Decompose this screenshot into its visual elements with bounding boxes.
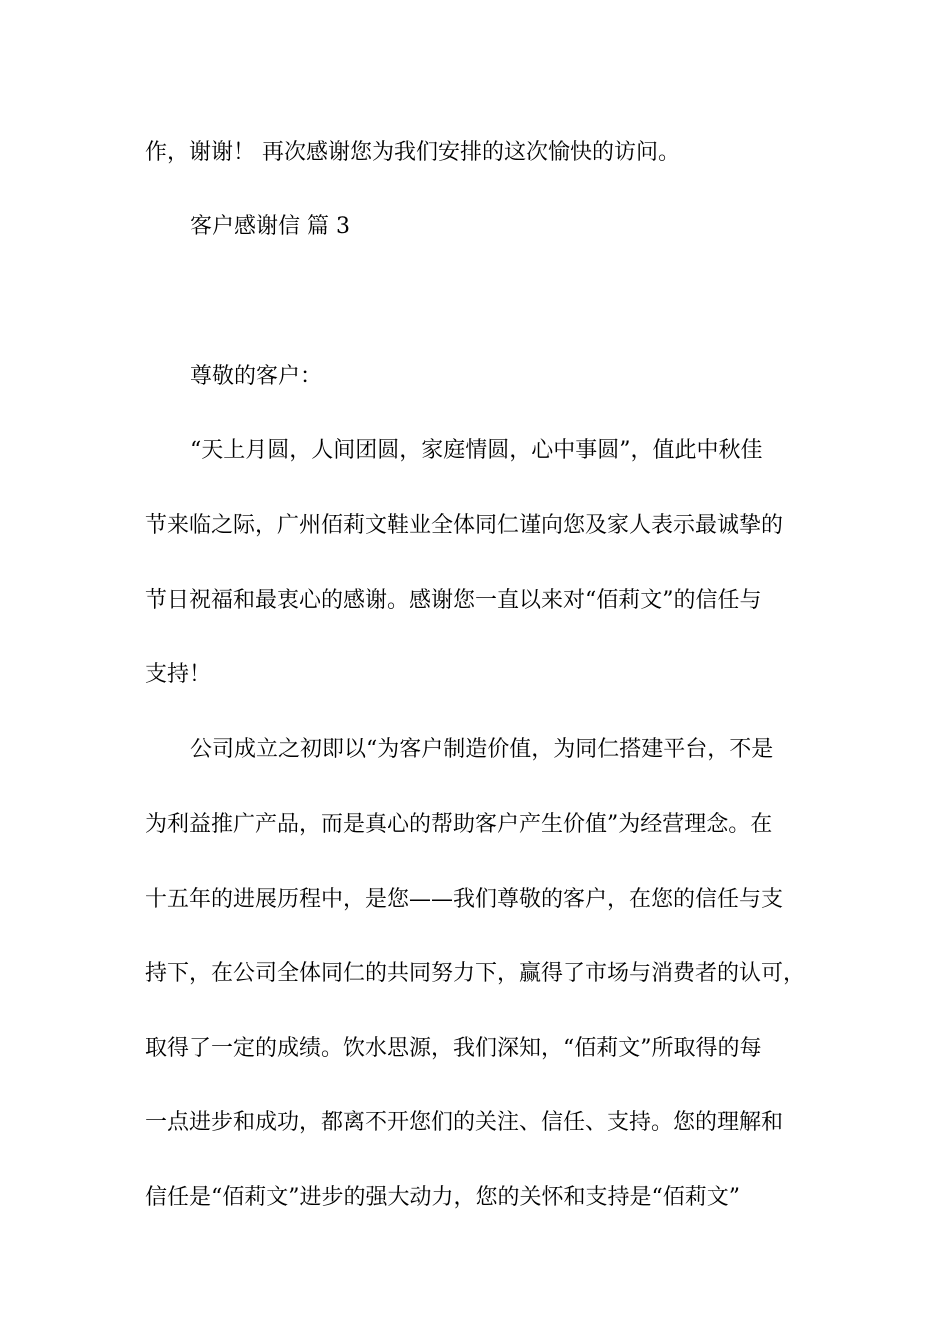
salutation: 尊敬的客户： [190, 364, 323, 389]
paragraph-1-line-2: 节来临之际，广州佰莉文鞋业全体同仁谨向您及家人表示最诚挚的 [145, 513, 784, 538]
paragraph-2-line-1: 公司成立之初即以“为客户制造价值，为同仁搭建平台，不是 [190, 737, 774, 762]
paragraph-2-line-2: 为利益推广产品，而是真心的帮助客户产生价值”为经营理念。在 [145, 812, 773, 837]
paragraph-2-line-7: 信任是“佰莉文”进步的强大动力，您的关怀和支持是“佰莉文” [145, 1185, 740, 1210]
paragraph-2-line-3: 十五年的进展历程中，是您——我们尊敬的客户，在您的信任与支 [145, 887, 784, 912]
paragraph-2-line-6: 一点进步和成功，都离不开您们的关注、信任、支持。您的理解和 [145, 1110, 784, 1135]
paragraph-1-line-4: 支持！ [145, 662, 212, 687]
paragraph-1-line-3: 节日祝福和最衷心的感谢。感谢您一直以来对“佰莉文”的信任与 [145, 588, 762, 613]
section-heading: 客户感谢信 篇 3 [190, 214, 350, 239]
paragraph-2-line-5: 取得了一定的成绩。饮水思源，我们深知，“佰莉文”所取得的每 [145, 1036, 762, 1061]
paragraph-2-line-4: 持下，在公司全体同仁的共同努力下，赢得了市场与消费者的认可， [145, 961, 806, 986]
closing-line: 作，谢谢！ 再次感谢您为我们安排的这次愉快的访问。 [145, 140, 680, 165]
paragraph-1-line-1: “天上月圆，人间团圆，家庭情圆，心中事圆”，值此中秋佳 [190, 438, 763, 463]
